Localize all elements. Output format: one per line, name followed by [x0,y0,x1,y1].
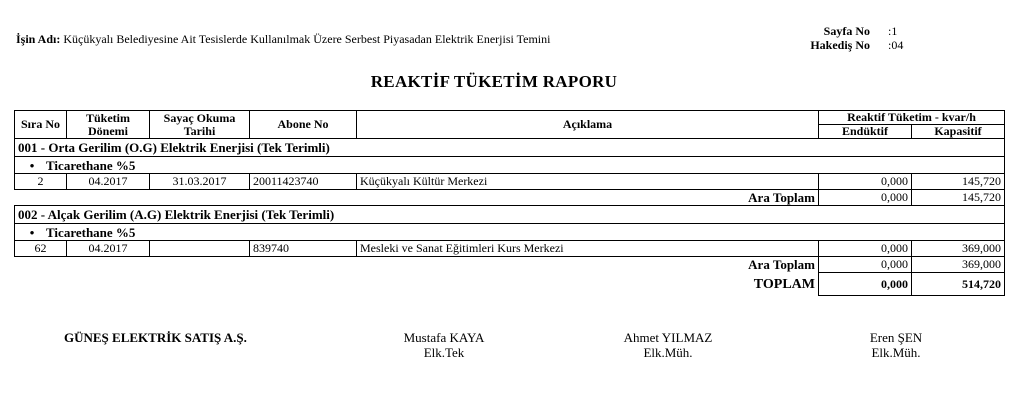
total-row [15,273,1005,296]
signature-name: Mustafa KAYA [403,330,485,345]
signature-block [610,330,726,360]
table-row [15,174,1005,190]
subgroup-title: Ticarethane %5 [46,224,136,240]
subgroup-row [15,224,1005,241]
col-header-sira: Sıra No [15,111,67,139]
subgroup-title: Ticarethane %5 [46,157,136,173]
subtotal-row [15,190,1005,206]
group-row [15,206,1005,224]
col-header-donem: Tüketim Dönemi [67,111,150,139]
col-header-reaktif: Reaktif Tüketim - kvar/h [819,111,1005,125]
report-title: REAKTİF TÜKETİM RAPORU [370,72,618,91]
col-header-abone: Abone No [250,111,357,139]
subtotal-row [15,257,1005,273]
subtotal-kapasitif: 369,000 [912,257,1005,273]
total-label: TOPLAM [15,273,819,296]
total-kapasitif: 514,720 [912,273,1005,296]
cell-abone: 20011423740 [250,174,357,190]
signature-block [386,330,502,360]
cell-enduktif: 0,000 [819,241,912,257]
subtotal-kapasitif: 145,720 [912,190,1005,206]
job-name: Küçükyalı Belediyesine Ait Tesislerde Kullanılmak Üzere Serbest Piyasadan Elektrik Enerjisi Temini [63,32,551,46]
signature-title: Elk.Müh. [871,345,921,360]
cell-sira: 62 [15,241,67,257]
subtotal-label: Ara Toplam [15,190,819,206]
cell-sira: 2 [15,174,67,190]
col-header-aciklama: Açıklama [357,111,819,139]
table-row [15,241,1005,257]
hakedis-label: Hakediş No [810,38,870,52]
group-row [15,139,1005,157]
report-table-wrapper [14,110,1004,296]
job-label: İşin Adı: [16,32,61,46]
page-number-value: :1 [888,24,898,38]
group-title: 001 - Orta Gerilim (O.G) Elektrik Enerjisi (Tek Terimli) [15,139,1005,157]
subtotal-label: Ara Toplam [15,257,819,273]
cell-kapasitif: 145,720 [912,174,1005,190]
signature-name: GÜNEŞ ELEKTRİK SATIŞ A.Ş. [64,330,247,345]
job-name-line [16,32,550,47]
col-header-kapasitif: Kapasitif [912,125,1005,139]
subtotal-enduktif: 0,000 [819,257,912,273]
cell-donem: 04.2017 [67,174,150,190]
hakedis-value: :04 [888,38,904,52]
cell-abone: 839740 [250,241,357,257]
cell-aciklama: Küçükyalı Kültür Merkezi [357,174,819,190]
signature-title: Elk.Tek [423,345,465,360]
cell-sayac: 31.03.2017 [150,174,250,190]
signature-title: Elk.Müh. [643,345,693,360]
cell-sayac [150,241,250,257]
signature-name: Eren ŞEN [869,330,923,345]
subgroup-row [15,157,1005,174]
group-title: 002 - Alçak Gerilim (A.G) Elektrik Enerjisi (Tek Terimli) [15,206,1005,224]
signature-company [64,330,247,345]
page-number-label: Sayfa No [823,24,870,38]
page-info [804,24,903,52]
total-enduktif: 0,000 [819,273,912,296]
bullet-icon: • [29,157,35,173]
signature-name: Ahmet YILMAZ [623,330,713,345]
subtotal-enduktif: 0,000 [819,190,912,206]
col-header-enduktif: Endüktif [819,125,912,139]
cell-donem: 04.2017 [67,241,150,257]
bullet-icon: • [29,224,35,240]
report-table [14,110,1005,296]
signature-block [838,330,954,360]
cell-kapasitif: 369,000 [912,241,1005,257]
cell-aciklama: Mesleki ve Sanat Eğitimleri Kurs Merkezi [357,241,819,257]
cell-enduktif: 0,000 [819,174,912,190]
col-header-sayac: Sayaç Okuma Tarihi [150,111,250,139]
